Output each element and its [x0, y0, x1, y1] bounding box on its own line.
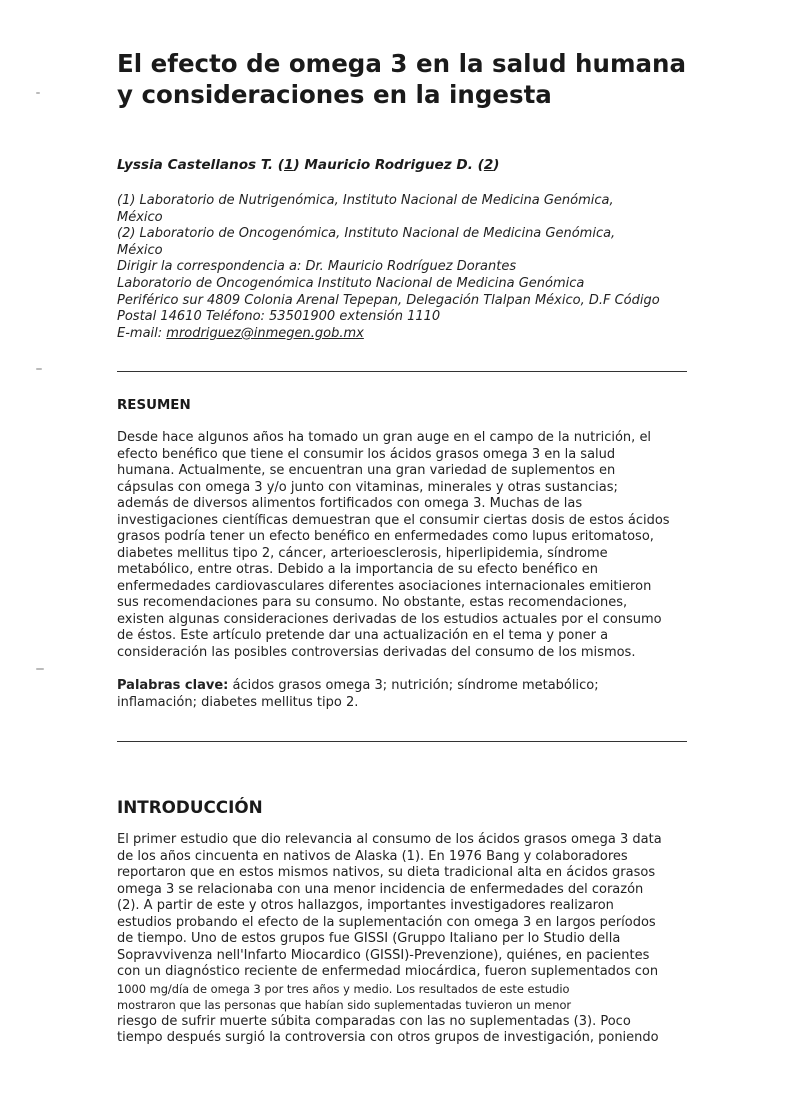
affiliation-line: (2) Laboratorio de Oncogenómica, Instituto Nacional de Medicina Genómica,: [117, 226, 616, 242]
body-line: tiempo después surgió la controversia con otros grupos de investigación, poniendo: [117, 1030, 659, 1045]
body-line: El primer estudio que dio relevancia al consumo de los ácidos grasos omega 3 data: [117, 832, 662, 847]
affiliation-block: [117, 193, 689, 342]
abstract-line: investigaciones científicas demuestran que el consumir ciertas dosis de estos ácidos: [117, 512, 670, 528]
body-line: de los años cincuenta en nativos de Alaska (1). En 1976 Bang y colaboradores: [117, 848, 628, 864]
abstract-line: Desde hace algunos años ha tomado un gran auge en el campo de la nutrición, el: [117, 430, 652, 445]
affiliation-line: México: [117, 209, 163, 225]
abstract-line: humana. Actualmente, se encuentran una gran variedad de suplementos en: [117, 463, 616, 478]
author-list: Lyssia Castellanos T. (1) Mauricio Rodriguez D. (2): [117, 157, 500, 173]
body-line: de tiempo. Uno de estos grupos fue GISSI (Gruppo Italiano per lo Studio della: [117, 931, 621, 946]
abstract-line: cápsulas con omega 3 y/o junto con vitaminas, minerales y otras sustancias;: [117, 479, 618, 495]
author-name: Mauricio Rodriguez D.: [304, 157, 473, 173]
keywords-line: [117, 678, 689, 695]
abstract-line: de éstos. Este artículo pretende dar una actualización en el tema y poner a: [117, 628, 609, 643]
body-line: omega 3 se relacionaba con una menor incidencia de enfermedades del corazón: [117, 881, 644, 897]
abstract-line: existen algunas consideraciones derivadas de los estudios actuales por el consumo: [117, 611, 662, 627]
introduction-text: [117, 832, 689, 1047]
resumen-heading: RESUMEN: [117, 398, 191, 413]
body-line: reportaron que en estos mismos nativos, su dieta tradicional alta en ácidos grasos: [117, 865, 656, 880]
body-line: 1000 mg/día de omega 3 por tres años y medio. Los resultados de este estudio: [117, 981, 570, 996]
email-label: E-mail:: [117, 325, 163, 341]
abstract-line: diabetes mellitus tipo 2, cáncer, arterioesclerosis, hiperlipidemia, síndrome: [117, 545, 608, 561]
introduccion-heading: INTRODUCCIÓN: [117, 797, 263, 817]
keywords-line: inflamación; diabetes mellitus tipo 2.: [117, 694, 359, 710]
affiliation-ref-link[interactable]: 1: [283, 157, 294, 173]
affiliation-line: Periférico sur 4809 Colonia Arenal Tepepan, Delegación Tlalpan México, D.F Código: [117, 292, 660, 308]
body-line: riesgo de sufrir muerte súbita comparadas con las no suplementadas (3). Poco: [117, 1013, 631, 1029]
section-divider: [117, 371, 687, 372]
scan-speck: [36, 92, 40, 94]
body-line: con un diagnóstico reciente de enfermedad miocárdica, fueron suplementados con: [117, 964, 659, 979]
keywords-text: ácidos grasos omega 3; nutrición; síndrome metabólico;: [232, 678, 599, 693]
abstract-text: [117, 430, 689, 661]
keywords-block: [117, 678, 689, 711]
body-line: mostraron que las personas que habían sido suplementadas tuvieron un menor: [117, 998, 572, 1012]
affiliation-line: Dirigir la correspondencia a: Dr. Mauricio Rodríguez Dorantes: [117, 259, 517, 275]
abstract-line: sus recomendaciones para su consumo. No obstante, estas recomendaciones,: [117, 595, 628, 610]
affiliation-ref-link[interactable]: 2: [483, 157, 494, 173]
body-line: (2). A partir de este y otros hallazgos, importantes investigadores realizaron: [117, 898, 614, 913]
abstract-line: efecto benéfico que tiene el consumir los ácidos grasos omega 3 en la salud: [117, 446, 616, 462]
abstract-line: enfermedades cardiovasculares diferentes asociaciones internacionales emitieron: [117, 578, 652, 594]
affiliation-line: (1) Laboratorio de Nutrigenómica, Instituto Nacional de Medicina Genómica,: [117, 193, 614, 208]
body-line: Sopravvivenza nell'Infarto Miocardico (GISSI)-Prevenzione), quiénes, en pacientes: [117, 947, 650, 963]
abstract-line: grasos podría tener un efecto benéfico en enfermedades como lupus eritomatoso,: [117, 529, 654, 544]
paper-title: [117, 48, 689, 110]
title-line-1: El efecto de omega 3 en la salud humana: [117, 49, 686, 78]
title-line-2: y consideraciones en la ingesta: [117, 80, 552, 109]
affiliation-line: Laboratorio de Oncogenómica Instituto Nacional de Medicina Genómica: [117, 275, 585, 291]
affiliation-line: Postal 14610 Teléfono: 53501900 extensión 1110: [117, 309, 441, 325]
affiliation-line: México: [117, 242, 163, 258]
scan-speck: [36, 668, 44, 670]
body-line: estudios probando el efecto de la suplementación con omega 3 en largos períodos: [117, 914, 656, 930]
scan-speck: [36, 368, 42, 370]
email-link[interactable]: mrodriguez@inmegen.gob.mx: [166, 325, 364, 341]
section-divider: [117, 741, 687, 742]
email-line: [117, 326, 689, 343]
keywords-label: Palabras clave:: [117, 678, 229, 693]
abstract-line: consideración las posibles controversias derivadas del consumo de los mismos.: [117, 644, 636, 660]
abstract-line: metabólico, entre otras. Debido a la importancia de su efecto benéfico en: [117, 562, 599, 577]
author-name: Lyssia Castellanos T.: [117, 157, 274, 173]
abstract-line: además de diversos alimentos fortificados con omega 3. Muchas de las: [117, 496, 583, 511]
